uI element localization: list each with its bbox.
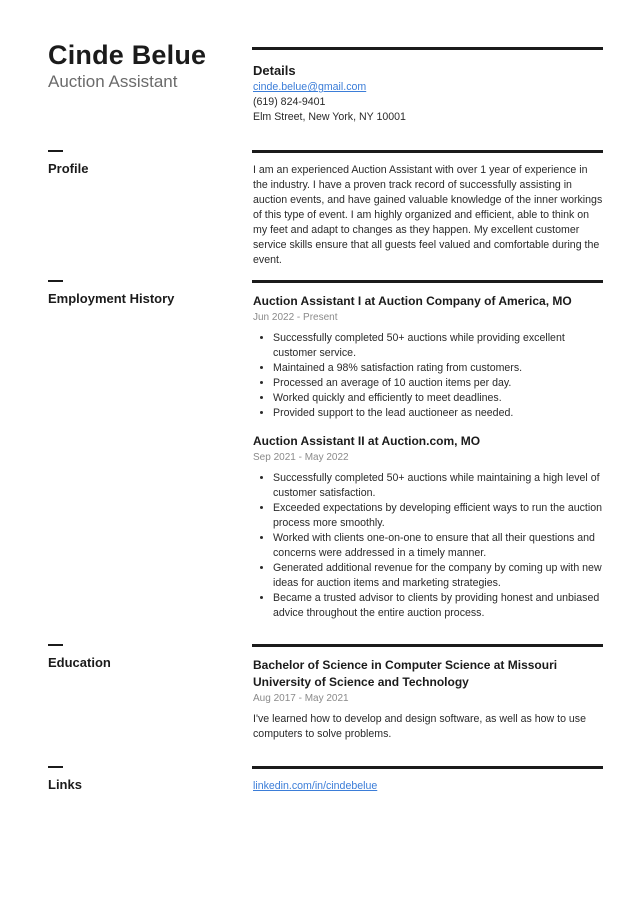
job-bullet: • Became a trusted advisor to clients by providing honest and unbiased advice throughout the entire auction process. [273,591,603,621]
education-dates: Aug 2017 - May 2021 [253,693,349,704]
details-heading: Details [253,63,296,78]
details-rule [252,47,603,50]
job-bullet: • Provided support to the lead auctioneer as needed. [273,406,603,421]
job-bullet: • Exceeded expectations by developing efficient ways to run the auction process more smoothly. [273,501,603,531]
job-entry [253,433,603,621]
links-section [253,779,603,794]
job-bullets [253,471,603,621]
links-dash [48,766,63,768]
profile-rule [252,150,603,153]
job-dates: Sep 2021 - May 2022 [253,452,349,463]
education-section [253,657,603,742]
education-label: Education [48,655,111,670]
address: Elm Street, New York, NY 10001 [253,111,406,123]
profile-label: Profile [48,161,89,176]
links-label: Links [48,777,82,792]
email-link[interactable]: cinde.belue@gmail.com [253,81,367,93]
employment-dash [48,280,63,282]
job-bullet: • Maintained a 98% satisfaction rating from customers. [273,361,603,376]
education-dash [48,644,63,646]
education-text: I've learned how to develop and design software, as well as how to use computers to solve problems. [253,713,586,740]
job-title: Auction Assistant II at Auction.com, MO [253,434,481,448]
linkedin-link[interactable]: linkedin.com/in/cindebelue [253,780,378,792]
job-bullets [253,331,603,421]
candidate-title: Auction Assistant [48,72,178,91]
employment-section [253,293,603,621]
phone-number: (619) 824-9401 [253,96,326,108]
education-rule [252,644,603,647]
degree-title: Bachelor of Science in Computer Science at Missouri University of Science and Technology [253,658,558,689]
job-dates: Jun 2022 - Present [253,312,338,323]
employment-rule [252,280,603,283]
job-entry [253,293,603,421]
job-bullet: • Successfully completed 50+ auctions while maintaining a high level of customer satisfaction. [273,471,603,501]
job-bullet: • Processed an average of 10 auction items per day. [273,376,603,391]
job-bullet: • Generated additional revenue for the company by coming up with new ideas for auction items and marketing strategies. [273,561,603,591]
employment-label: Employment History [48,291,175,306]
job-title: Auction Assistant I at Auction Company of America, MO [253,294,572,308]
details-section [253,62,603,125]
profile-section [253,163,603,268]
profile-dash [48,150,63,152]
candidate-name: Cinde Belue [48,40,207,70]
job-bullet: • Worked quickly and efficiently to meet deadlines. [273,391,603,406]
job-bullet: • Successfully completed 50+ auctions while providing excellent customer service. [273,331,603,361]
job-bullet: • Worked with clients one-on-one to ensure that all their questions and concerns were addressed in a timely manner. [273,531,603,561]
links-rule [252,766,603,769]
profile-text: I am an experienced Auction Assistant with over 1 year of experience in the industry. I have a proven track record of successfully assisting in auction events, and have gained valuable knowledge of the inner workings of this type of event. I am highly organized and efficient, able to think on my feet and adapt to changes as they happen. My excellent customer service skills ensure that all guests feel valued and comfortable during the event. [253,164,603,266]
